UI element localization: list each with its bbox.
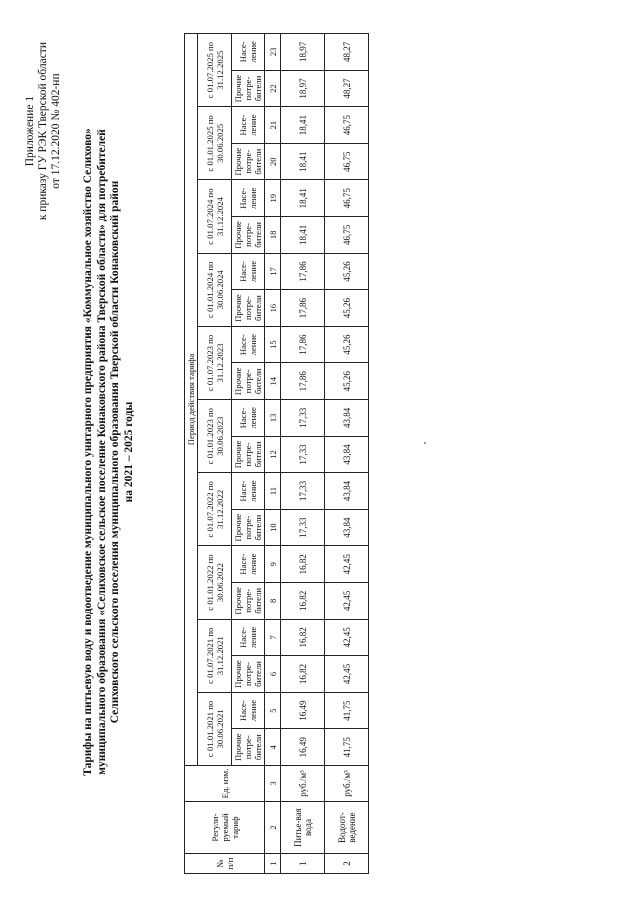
row-number: 2 bbox=[325, 854, 369, 874]
appendix-line-3: от 17.12.2020 № 402-нп bbox=[50, 73, 62, 189]
sub-header-other-consumers: Прочие потре-бители bbox=[232, 656, 265, 693]
column-number: 13 bbox=[265, 400, 281, 437]
column-number: 20 bbox=[265, 143, 281, 180]
tariff-value-cell: 48,27 bbox=[325, 70, 369, 107]
row-unit: руб./м³ bbox=[325, 766, 369, 802]
sub-header-population: Насе-ление bbox=[232, 107, 265, 144]
appendix-block bbox=[24, 42, 63, 220]
title-line-2: муниципального образования «Селиховское сельское поселение Конаковского района Тверской области» для потребителей bbox=[95, 129, 108, 775]
tariff-value-cell: 43,84 bbox=[325, 473, 369, 510]
title-line-4: на 2021 – 2025 годы bbox=[122, 401, 135, 503]
column-number: 4 bbox=[265, 729, 281, 766]
sub-header-population: Насе-ление bbox=[232, 619, 265, 656]
tariff-value-cell: 42,45 bbox=[325, 619, 369, 656]
tariff-value-cell: 17,33 bbox=[281, 436, 325, 473]
tariff-value-cell: 48,27 bbox=[325, 33, 369, 70]
sub-header-population: Насе-ление bbox=[232, 180, 265, 217]
tariff-value-cell: 18,97 bbox=[281, 33, 325, 70]
period-header: с 01.01.2021 по 30.06.2021 bbox=[198, 692, 232, 765]
tariff-value-cell: 17,33 bbox=[281, 509, 325, 546]
column-number: 16 bbox=[265, 290, 281, 327]
sub-header-other-consumers: Прочие потре-бители bbox=[232, 70, 265, 107]
sub-header-other-consumers: Прочие потре-бители bbox=[232, 583, 265, 620]
sub-header-other-consumers: Прочие потре-бители bbox=[232, 729, 265, 766]
sub-header-population: Насе-ление bbox=[232, 253, 265, 290]
tariff-value-cell: 42,45 bbox=[325, 583, 369, 620]
period-header: с 01.07.2022 по 31.12.2022 bbox=[198, 473, 232, 546]
column-number: 3 bbox=[265, 766, 281, 802]
column-number: 6 bbox=[265, 656, 281, 693]
tariff-value-cell: 46,75 bbox=[325, 217, 369, 254]
column-number: 21 bbox=[265, 107, 281, 144]
tariff-value-cell: 42,45 bbox=[325, 546, 369, 583]
column-number: 14 bbox=[265, 363, 281, 400]
column-number: 15 bbox=[265, 326, 281, 363]
column-number: 7 bbox=[265, 619, 281, 656]
sub-header-other-consumers: Прочие потре-бители bbox=[232, 290, 265, 327]
sub-header-other-consumers: Прочие потре-бители bbox=[232, 363, 265, 400]
tariff-value-cell: 41,75 bbox=[325, 729, 369, 766]
tariff-value-cell: 45,26 bbox=[325, 253, 369, 290]
period-header: с 01.07.2024 по 31.12.2024 bbox=[198, 180, 232, 253]
tariff-value-cell: 43,84 bbox=[325, 509, 369, 546]
period-header: с 01.01.2023 по 30.06.2023 bbox=[198, 400, 232, 473]
appendix-line-2: к приказу ГУ РЭК Тверской области bbox=[37, 42, 49, 221]
col-header-tariff: Регули-руемый тариф bbox=[185, 802, 265, 854]
tariff-value-cell: 46,75 bbox=[325, 143, 369, 180]
column-number: 2 bbox=[265, 802, 281, 854]
title-line-3: Селиховского сельского поселения муниципального образования Тверской области Конаковский район bbox=[109, 180, 122, 724]
column-number: 5 bbox=[265, 692, 281, 729]
column-number: 23 bbox=[265, 33, 281, 70]
sub-header-other-consumers: Прочие потре-бители bbox=[232, 436, 265, 473]
tariff-value-cell: 17,86 bbox=[281, 253, 325, 290]
row-tariff-name: Водоот-ведение bbox=[325, 802, 369, 854]
sub-header-population: Насе-ление bbox=[232, 473, 265, 510]
tariff-value-cell: 18,97 bbox=[281, 70, 325, 107]
tariff-value-cell: 18,41 bbox=[281, 143, 325, 180]
tariff-value-cell: 41,75 bbox=[325, 692, 369, 729]
column-number: 17 bbox=[265, 253, 281, 290]
sub-header-other-consumers: Прочие потре-бители bbox=[232, 143, 265, 180]
sub-header-population: Насе-ление bbox=[232, 400, 265, 437]
column-number: 10 bbox=[265, 509, 281, 546]
tariff-value-cell: 18,41 bbox=[281, 107, 325, 144]
period-header: с 01.07.2021 по 31.12.2021 bbox=[198, 619, 232, 692]
tariff-value-cell: 18,41 bbox=[281, 180, 325, 217]
row-tariff-name: Питье-вая вода bbox=[281, 802, 325, 854]
tariff-value-cell: 17,86 bbox=[281, 326, 325, 363]
sub-header-other-consumers: Прочие потре-бители bbox=[232, 509, 265, 546]
column-number: 9 bbox=[265, 546, 281, 583]
column-number: 1 bbox=[265, 854, 281, 874]
column-number: 12 bbox=[265, 436, 281, 473]
column-number: 22 bbox=[265, 70, 281, 107]
period-header: с 01.07.2025 по 31.12.2025 bbox=[198, 33, 232, 106]
tariff-value-cell: 16,49 bbox=[281, 692, 325, 729]
tariff-value-cell: 16,82 bbox=[281, 619, 325, 656]
scan-speck bbox=[424, 442, 426, 444]
sub-header-population: Насе-ление bbox=[232, 326, 265, 363]
appendix-line-1: Приложение 1 bbox=[24, 95, 36, 167]
period-header: с 01.01.2022 по 30.06.2022 bbox=[198, 546, 232, 619]
tariff-value-cell: 17,33 bbox=[281, 473, 325, 510]
period-header: с 01.01.2025 по 30.06.2025 bbox=[198, 107, 232, 180]
tariff-value-cell: 17,33 bbox=[281, 400, 325, 437]
period-header: с 01.01.2024 по 30.06.2024 bbox=[198, 253, 232, 326]
tariff-value-cell: 45,26 bbox=[325, 326, 369, 363]
document-title bbox=[82, 0, 136, 904]
column-number: 11 bbox=[265, 473, 281, 510]
tariff-value-cell: 46,75 bbox=[325, 107, 369, 144]
title-line-1: Тарифы на питьевую воду и водоотведение муниципального унитарного предприятия «Коммунальное хозяйство Селихово» bbox=[82, 128, 94, 776]
column-number: 18 bbox=[265, 217, 281, 254]
tariff-value-cell: 46,75 bbox=[325, 180, 369, 217]
column-number: 19 bbox=[265, 180, 281, 217]
row-number: 1 bbox=[281, 854, 325, 874]
col-header-no: № п/п bbox=[185, 854, 265, 874]
col-header-unit: Ед. изм. bbox=[185, 766, 265, 802]
tariff-value-cell: 42,45 bbox=[325, 656, 369, 693]
tariff-value-cell: 16,82 bbox=[281, 656, 325, 693]
period-header: с 01.07.2023 по 31.12.2023 bbox=[198, 326, 232, 399]
tariff-value-cell: 18,41 bbox=[281, 217, 325, 254]
tariff-value-cell: 45,26 bbox=[325, 363, 369, 400]
tariff-value-cell: 43,84 bbox=[325, 436, 369, 473]
row-unit: руб./м³ bbox=[281, 766, 325, 802]
tariff-value-cell: 16,82 bbox=[281, 583, 325, 620]
tariff-value-cell: 16,82 bbox=[281, 546, 325, 583]
tariff-value-cell: 17,86 bbox=[281, 363, 325, 400]
tariff-value-cell: 17,86 bbox=[281, 290, 325, 327]
sub-header-population: Насе-ление bbox=[232, 33, 265, 70]
period-group-header: Период действия тарифа bbox=[185, 33, 198, 765]
tariff-value-cell: 45,26 bbox=[325, 290, 369, 327]
sub-header-population: Насе-ление bbox=[232, 546, 265, 583]
sub-header-other-consumers: Прочие потре-бители bbox=[232, 217, 265, 254]
column-number: 8 bbox=[265, 583, 281, 620]
tariff-table bbox=[184, 33, 369, 874]
tariff-value-cell: 43,84 bbox=[325, 400, 369, 437]
sub-header-population: Насе-ление bbox=[232, 692, 265, 729]
tariff-value-cell: 16,49 bbox=[281, 729, 325, 766]
